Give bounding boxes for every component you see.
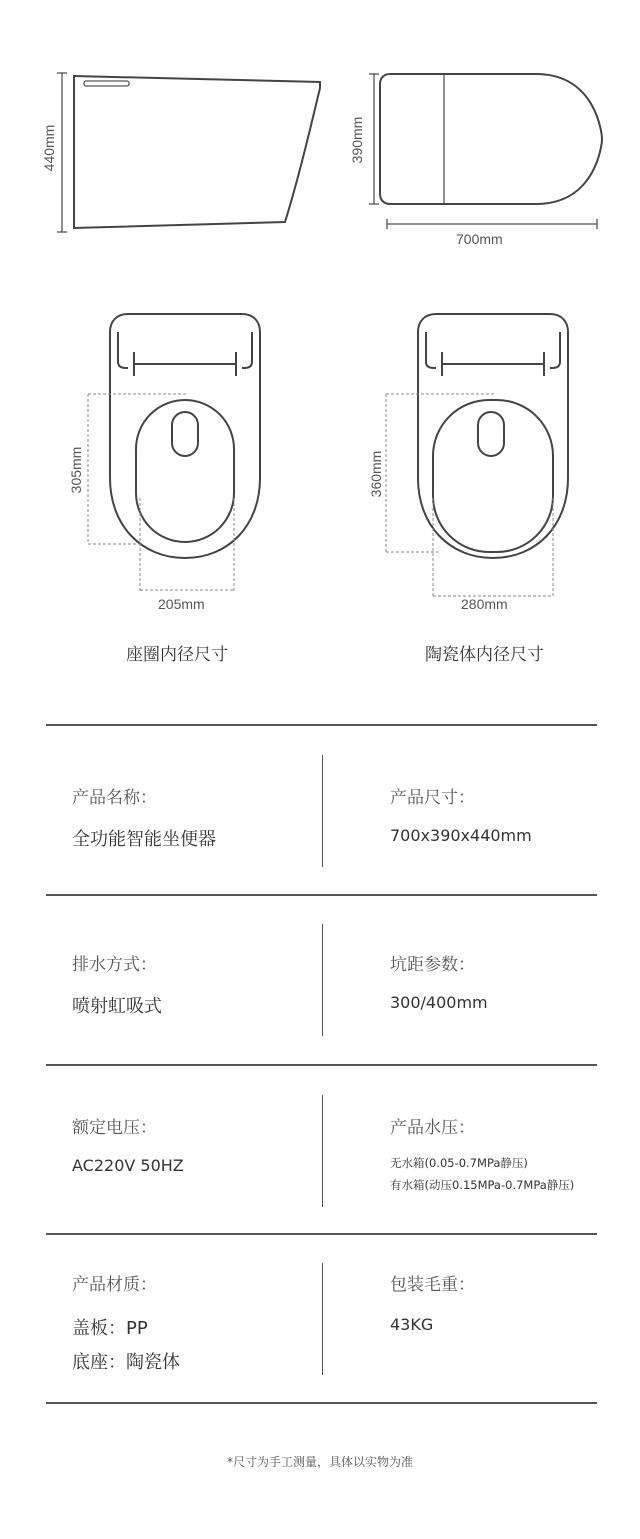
spec-value: 有水箱(动压0.15MPa-0.7MPa静压) xyxy=(390,1178,575,1192)
table-divider xyxy=(46,894,597,896)
bowl-caption: 陶瓷体内径尺寸 xyxy=(425,645,544,665)
spec-label: 产品名称： xyxy=(72,788,157,808)
spec-value: 盖板：PP xyxy=(72,1318,148,1339)
seat-width-label: 205mm xyxy=(158,596,205,612)
height-label: 440mm xyxy=(41,124,57,172)
spec-value: AC220V 50HZ xyxy=(72,1156,184,1175)
table-divider xyxy=(46,1402,597,1404)
table-divider xyxy=(46,724,597,726)
length-label: 700mm xyxy=(456,231,503,247)
bowl-inner-diagram xyxy=(378,308,588,613)
spec-value: 全功能智能坐便器 xyxy=(72,829,216,850)
column-separator xyxy=(322,1263,323,1375)
footnote: *尺寸为手工测量，具体以实物为准 xyxy=(226,1455,413,1469)
table-divider xyxy=(46,1233,597,1235)
column-separator xyxy=(322,755,323,867)
spec-label: 额定电压： xyxy=(72,1118,157,1138)
spec-value: 底座：陶瓷体 xyxy=(72,1352,180,1373)
spec-label: 产品尺寸： xyxy=(390,788,475,808)
seat-height-label: 305mm xyxy=(68,446,84,494)
spec-value: 喷射虹吸式 xyxy=(72,996,162,1017)
spec-value: 700x390x440mm xyxy=(390,826,532,845)
table-divider xyxy=(46,1064,597,1066)
seat-inner-diagram xyxy=(70,308,280,613)
spec-value: 无水箱(0.05-0.7MPa静压) xyxy=(390,1156,528,1170)
spec-label: 坑距参数： xyxy=(390,955,475,975)
side-view-diagram xyxy=(30,60,330,240)
width-label: 390mm xyxy=(349,116,365,164)
column-separator xyxy=(322,1095,323,1207)
spec-label: 产品材质： xyxy=(72,1275,157,1295)
spec-value: 43KG xyxy=(390,1315,434,1334)
spec-label: 包装毛重： xyxy=(390,1275,475,1295)
bowl-height-label: 360mm xyxy=(368,450,384,498)
seat-caption: 座圈内径尺寸 xyxy=(126,645,228,665)
spec-value: 300/400mm xyxy=(390,993,488,1012)
column-separator xyxy=(322,924,323,1036)
spec-label: 排水方式： xyxy=(72,955,157,975)
bowl-width-label: 280mm xyxy=(461,596,508,612)
top-view-diagram xyxy=(360,62,610,242)
spec-label: 产品水压： xyxy=(390,1118,475,1138)
